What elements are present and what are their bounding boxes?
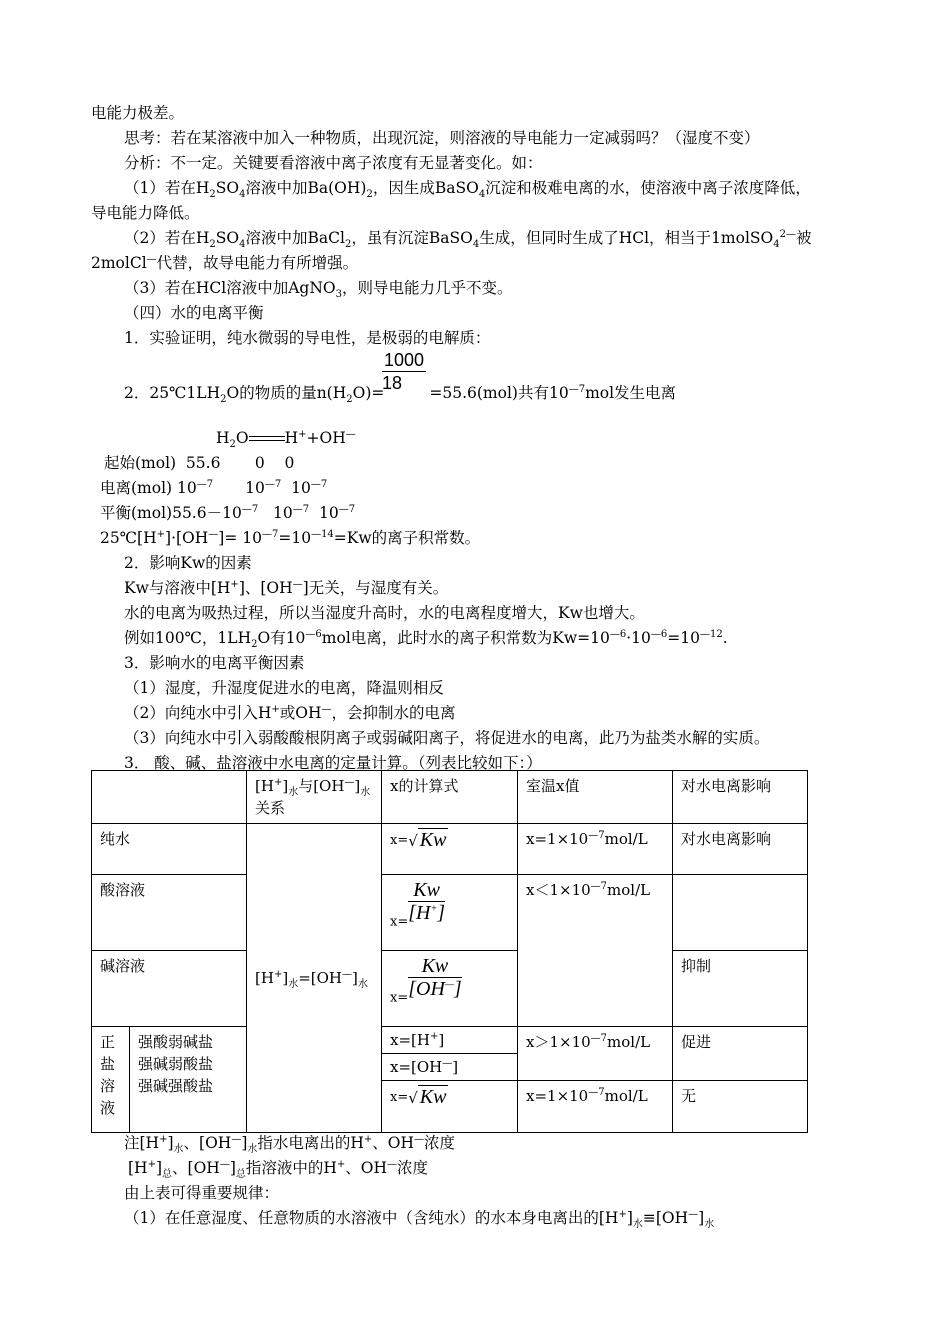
table-cell-salt-label: 正 盐 溶 液 (92, 1027, 130, 1133)
text-line: 2．$25℃1LH_2O$的物质的量$n(H_2O)= =55.6(mol)$共有$10^{—7}mol$发生电离 (124, 383, 677, 406)
text-line: 2molCl—代替，故导电能力有所增强。 (91, 253, 359, 272)
text-line: 1．实验证明，纯水微弱的导电性，是极弱的电解质： (124, 329, 491, 347)
text-line: （1）在任意湿度、任意物质的水溶液中（含纯水）的水本身电离出的$[H^+]_水\equiv[OH^—]_水$ (124, 1208, 715, 1231)
table-header-formula: x的计算式 (382, 771, 518, 824)
table-cell-value: $x<1\times 10^{—7}mol/L$ (518, 875, 673, 1027)
table-header-effect: 对水电离影响 (673, 771, 808, 824)
table-cell-formula: x= $\frac{Kw}{[H^+]}$ (382, 875, 518, 951)
table-cell-effect: 促进 (673, 1027, 808, 1081)
table-cell-salts: 强酸弱碱盐 强碱弱酸盐 强碱强酸盐 (130, 1027, 247, 1133)
table-cell-formula: x=√ Kw (382, 824, 518, 875)
text-line: 25℃[H+]·[OH—]= $10^{—7}=10^{—14}=Kw$的离子积常数。 (100, 528, 481, 547)
text-line: Kw与溶液中[H+]、[OH—]无关，与湿度有关。 (124, 578, 449, 597)
table-cell-value: $x=1\times 10^{—7}mol/L$ (518, 1081, 673, 1133)
text-line: 由上表可得重要规律： (124, 1184, 280, 1202)
table-header-relation: $[H^+]_水$与$[OH^—]_水$ 关系 (247, 771, 382, 824)
text-line: 分析：不一定。关键要看溶液中离子浓度有无显著变化。如： (124, 154, 543, 172)
comparison-table (91, 770, 808, 1133)
text-line: （3）若在HCl溶液中加AgNO$_3$，则导电能力几乎不变。 (124, 279, 513, 301)
text-line: 电能力极差。 (91, 104, 185, 122)
text-line: 水的电离为吸热过程，所以当湿度升高时，水的电离程度增大，Kw也增大。 (124, 604, 645, 622)
table-cell-pure-water: 纯水 (92, 824, 247, 875)
table-cell-value: $x=1\times 10^{—7}mol/L$ (518, 824, 673, 875)
table-cell-base: 碱溶液 (92, 951, 247, 1027)
table-cell-effect (673, 875, 808, 951)
text-line: 注$[H^+]_水$、$[OH^—]_水$指水电离出的H+、OH—浓度 (124, 1133, 456, 1156)
table-header-room-temp: 室温x值 (518, 771, 673, 824)
text-line: （3）向纯水中引入弱酸酸根阴离子或弱碱阳离子，将促进水的电离，此乃为盐类水解的实质。 (124, 729, 770, 747)
text-line: $[H^+]_总$、$[OH^—]_总$指溶液中的H+、OH—浓度 (128, 1158, 429, 1181)
text-line: 例如100℃，$1LH_2O$有$10^{—6}mol$电离，此时水的离子积常数为$Kw=10^{—6}\cdot 10^{—6}=10^{—12}$. (124, 628, 728, 651)
table-cell-formula: x= $\frac{Kw}{[OH^—]}$ (382, 951, 518, 1027)
table-cell-formula: x=√ Kw (382, 1081, 518, 1133)
text-line: 电离(mol) $10^{—7}$ $10^{—7}$ $10^{—7}$ (100, 478, 328, 497)
text-line: 平衡$(mol)55.6-10^{—7}$ $10^{—7}$ $10^{—7}$ (100, 503, 356, 522)
fraction: $\frac{1000}{18}$ (382, 350, 425, 393)
text-line: 导电能力降低。 (91, 204, 200, 222)
section-heading: 3． 酸、碱、盐溶液中水电离的定量计算。（列表比较如下：） (124, 754, 542, 772)
text-line: （1）若在$H_2SO_4$溶液中加$Ba(OH)_2$，因生成BaSO$_4$沉淀和极难电离的水，使溶液中离子浓度降低， (124, 179, 811, 201)
table-header-empty (92, 771, 247, 824)
table-cell-value: $x>1\times 10^{—7}mol/L$ (518, 1027, 673, 1081)
table-cell-effect: 无 (673, 1081, 808, 1133)
text-line: 思考：若在某溶液中加入一种物质，出现沉淀，则溶液的导电能力一定减弱吗？（湿度不变） (124, 129, 760, 147)
text-line: （2）向纯水中引入H+或OH—，会抑制水的电离 (124, 703, 456, 722)
equilibrium-equation: $H_2O$ H++OH— (216, 428, 356, 451)
table-cell-effect: 抑制 (673, 951, 808, 1027)
text-line: 起始(mol) 55.6 0 0 (104, 454, 295, 472)
section-heading: 2．影响Kw的因素 (124, 554, 252, 572)
section-heading: 3．影响水的电离平衡因素 (124, 654, 305, 672)
table-cell-formula: x=[H+] (382, 1027, 518, 1054)
table-cell-acid: 酸溶液 (92, 875, 247, 951)
table-cell-formula: x=[OH—] (382, 1054, 518, 1081)
table-cell-relation: $[H^+]_水=[OH^—]_水$ (247, 824, 382, 1133)
section-heading: （四）水的电离平衡 (124, 304, 264, 322)
text-line: （2）若在$H_2SO_4$溶液中加BaCl$_2$，虽有沉淀BaSO$_4$生成，但同时生成了HCl，相当于1molSO$_4^{2—}$被 (124, 228, 812, 251)
text-line: （1）湿度，升湿度促进水的电离，降温则相反 (124, 679, 444, 697)
table-cell-effect: 对水电离影响 (673, 824, 808, 875)
